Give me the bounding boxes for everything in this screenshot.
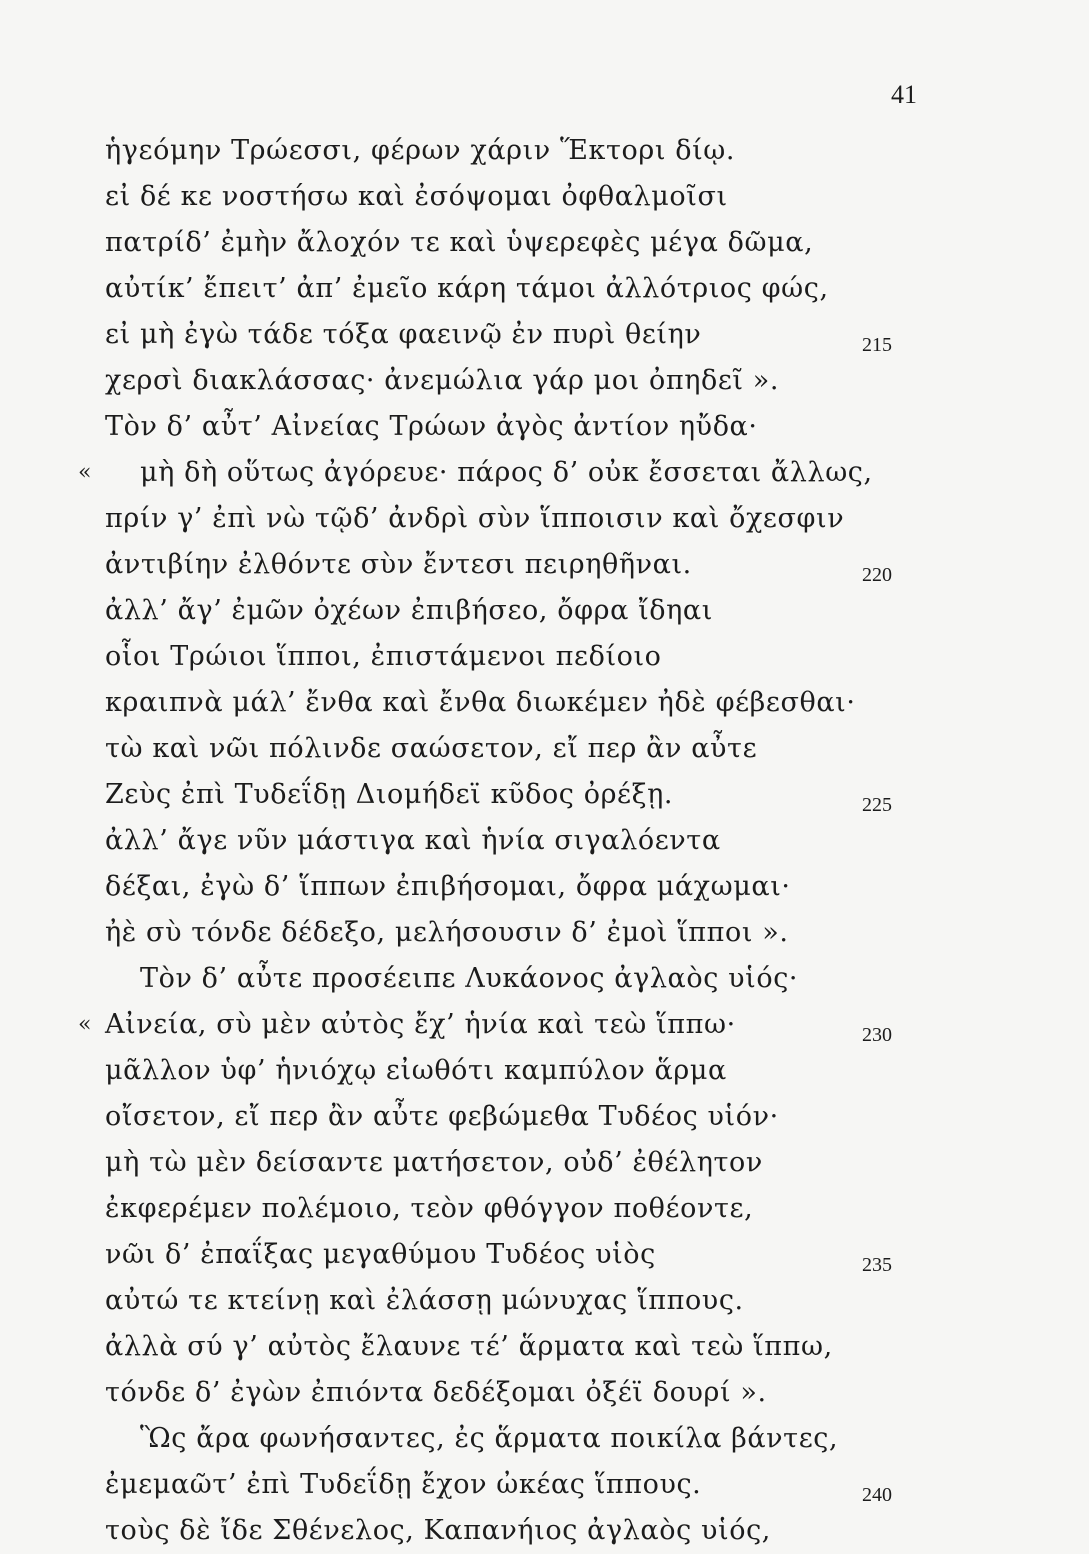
line-number: 220 [862, 564, 892, 586]
verse-line [0, 910, 1089, 956]
verse-text: ἀντιβίην ἐλθόντε σὺν ἔντεσι πειρηθῆναι. [105, 549, 692, 580]
verse-line [0, 1416, 1089, 1462]
line-number: 240 [862, 1484, 892, 1506]
verse-line [0, 1232, 1089, 1278]
line-number: 230 [862, 1024, 892, 1046]
verse-line [0, 1508, 1089, 1554]
verse-line [0, 956, 1089, 1002]
verse-text: Αἰνεία, σὺ μὲν αὐτὸς ἔχ’ ἡνία καὶ τεὼ ἵππω· [105, 1009, 736, 1040]
verse-text: εἰ δέ κε νοστήσω καὶ ἐσόψομαι ὀφθαλμοῖσι [105, 181, 728, 212]
verse-line [0, 1048, 1089, 1094]
verse-text: τοὺς δὲ ἴδε Σθένελος, Καπανήιος ἀγλαὸς υἱός, [105, 1515, 771, 1546]
verse-line [0, 818, 1089, 864]
opening-quote-mark: « [78, 460, 92, 485]
verse-text: Τὸν δ’ αὖτε προσέειπε Λυκάονος ἀγλαὸς υἱός· [140, 963, 799, 994]
verse-line [0, 174, 1089, 220]
verse-text: νῶι δ’ ἐπαΐξας μεγαθύμου Τυδέος υἱὸς [105, 1239, 656, 1270]
verse-line [0, 266, 1089, 312]
verse-text: Τὸν δ’ αὖτ’ Αἰνείας Τρώων ἀγὸς ἀντίον ηὔδα· [105, 411, 758, 442]
verse-line [0, 1094, 1089, 1140]
verse-text: δέξαι, ἐγὼ δ’ ἵππων ἐπιβήσομαι, ὄφρα μάχωμαι· [105, 871, 791, 902]
verse-block [0, 128, 1089, 1554]
verse-text: Ζεὺς ἐπὶ Τυδεΐδῃ Διομήδεϊ κῦδος ὀρέξῃ. [105, 779, 674, 810]
verse-line [0, 1324, 1089, 1370]
verse-line [0, 588, 1089, 634]
verse-text: ἐμεμαῶτ’ ἐπὶ Τυδεΐδῃ ἔχον ὠκέας ἵππους. [105, 1469, 702, 1500]
verse-text: ἠὲ σὺ τόνδε δέδεξο, μελήσουσιν δ’ ἐμοὶ ἵπποι ». [105, 917, 789, 948]
verse-line [0, 680, 1089, 726]
verse-text: οἷοι Τρώιοι ἵπποι, ἐπιστάμενοι πεδίοιο [105, 641, 662, 672]
line-number: 225 [862, 794, 892, 816]
verse-text: πρίν γ’ ἐπὶ νὼ τῷδ’ ἀνδρὶ σὺν ἵπποισιν καὶ ὄχεσφιν [105, 503, 845, 534]
verse-line [0, 128, 1089, 174]
line-number: 215 [862, 334, 892, 356]
verse-text: εἰ μὴ ἐγὼ τάδε τόξα φαεινῷ ἐν πυρὶ θείην [105, 319, 702, 350]
verse-text: μὴ δὴ οὕτως ἀγόρευε· πάρος δ’ οὐκ ἔσσεται ἄλλως, [140, 457, 873, 488]
verse-text: ἐκφερέμεν πολέμοιο, τεὸν φθόγγον ποθέοντε, [105, 1193, 754, 1224]
verse-line [0, 1278, 1089, 1324]
verse-line [0, 450, 1089, 496]
verse-line [0, 358, 1089, 404]
verse-text: τόνδε δ’ ἐγὼν ἐπιόντα δεδέξομαι ὀξέϊ δουρί ». [105, 1377, 767, 1408]
verse-line [0, 1462, 1089, 1508]
verse-text: οἴσετον, εἴ περ ἂν αὖτε φεβώμεθα Τυδέος υἱόν· [105, 1101, 779, 1132]
verse-text: ἡγεόμην Τρώεσσι, φέρων χάριν Ἕκτορι δίῳ. [105, 135, 736, 166]
page-number: 41 [891, 80, 917, 109]
verse-line [0, 634, 1089, 680]
verse-text: αὐτώ τε κτείνῃ καὶ ἐλάσσῃ μώνυχας ἵππους. [105, 1285, 744, 1316]
verse-text: αὐτίκ’ ἔπειτ’ ἀπ’ ἐμεῖο κάρη τάμοι ἀλλότριος φώς, [105, 273, 829, 304]
verse-text: μᾶλλον ὑφ’ ἡνιόχῳ εἰωθότι καμπύλον ἅρμα [105, 1055, 727, 1086]
verse-line [0, 1002, 1089, 1048]
verse-line [0, 726, 1089, 772]
verse-text: κραιπνὰ μάλ’ ἔνθα καὶ ἔνθα διωκέμεν ἠδὲ φέβεσθαι· [105, 687, 856, 718]
verse-line [0, 220, 1089, 266]
verse-line [0, 1140, 1089, 1186]
opening-quote-mark: « [78, 1012, 92, 1037]
verse-text: μὴ τὼ μὲν δείσαντε ματήσετον, οὐδ’ ἐθέλητον [105, 1147, 763, 1178]
verse-line [0, 542, 1089, 588]
verse-line [0, 772, 1089, 818]
verse-text: πατρίδ’ ἐμὴν ἄλοχόν τε καὶ ὑψερεφὲς μέγα δῶμα, [105, 227, 814, 258]
verse-line [0, 864, 1089, 910]
verse-line [0, 1186, 1089, 1232]
verse-text: ἀλλ’ ἄγε νῦν μάστιγα καὶ ἡνία σιγαλόεντα [105, 825, 721, 856]
verse-line [0, 1370, 1089, 1416]
verse-text: τὼ καὶ νῶι πόλινδε σαώσετον, εἴ περ ἂν αὖτε [105, 733, 758, 764]
verse-line [0, 312, 1089, 358]
verse-line [0, 404, 1089, 450]
verse-text: ἀλλὰ σύ γ’ αὐτὸς ἔλαυνε τέ’ ἅρματα καὶ τεὼ ἵππω, [105, 1331, 833, 1362]
verse-text: ἀλλ’ ἄγ’ ἐμῶν ὀχέων ἐπιβήσεο, ὄφρα ἴδηαι [105, 595, 713, 626]
line-number: 235 [862, 1254, 892, 1276]
verse-line [0, 496, 1089, 542]
verse-text: χερσὶ διακλάσσας· ἀνεμώλια γάρ μοι ὀπηδεῖ ». [105, 365, 780, 396]
verse-text: Ὣς ἄρα φωνήσαντες, ἐς ἅρματα ποικίλα βάντες, [140, 1423, 839, 1454]
